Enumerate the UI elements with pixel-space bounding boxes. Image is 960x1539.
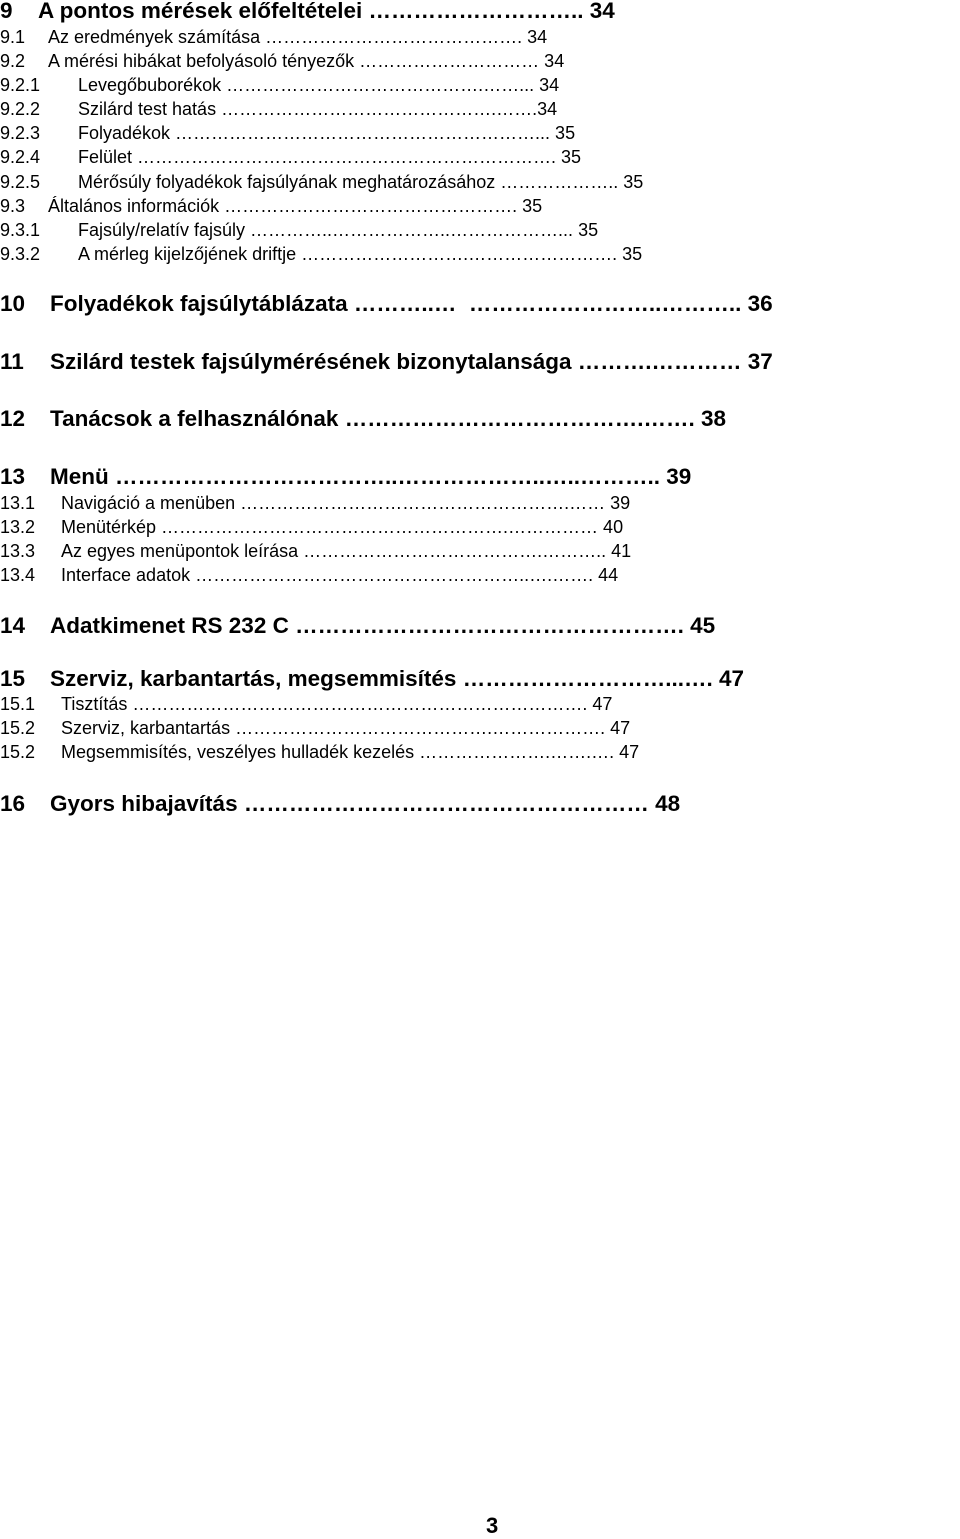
toc-entry-title: Fajsúly/relatív fajsúly …………..………………..………………... 35 [78, 220, 599, 240]
toc-entry-number: 15.2 [0, 742, 36, 762]
toc-entry-title: Gyors hibajavítás ……………………………………………… 48 [50, 791, 681, 816]
toc-entry-title: Levegőbuborékok …………………………………….……... 34 [78, 75, 560, 95]
toc-entry-title: Mérősúly folyadékok fajsúlyának meghatározásához ……………….. 35 [78, 172, 644, 192]
toc-entry-title: Szerviz, karbantartás, megsemmisítés ………………………...…. 47 [50, 666, 744, 691]
toc-entry-number: 9.2.3 [0, 123, 41, 143]
toc-entry-number: 9.1 [0, 27, 26, 47]
toc-entry-number: 11 [0, 349, 24, 374]
toc-entry-number: 9.2 [0, 51, 26, 71]
toc-entry-title: Felület ……………………………………………………………. 35 [78, 147, 582, 167]
toc-entry-title: Adatkimenet RS 232 C ……………………………………………. 45 [50, 613, 716, 638]
toc-entry-number: 15.1 [0, 694, 36, 714]
toc-entry-number: 10 [0, 291, 26, 316]
toc-entry-title: Általános információk …………………………………………. 35 [48, 196, 543, 216]
toc-entry-number: 12 [0, 406, 26, 431]
toc-entry-number: 13.4 [0, 565, 36, 585]
toc-entry-number: 9.3.1 [0, 220, 41, 240]
toc-entry-number: 9 [0, 0, 13, 23]
toc-entry-title: Megsemmisítés, veszélyes hulladék kezelés ………………….…….…. 47 [61, 742, 640, 762]
toc-entry-title: Menütérkép ………………………………………………….…………… 40 [61, 517, 624, 537]
toc-entry-number: 16 [0, 791, 26, 816]
toc-entry-title: Folyadékok ……………………………………………………... 35 [78, 123, 576, 143]
toc-entry-number: 15.2 [0, 718, 36, 738]
toc-entry-number: 9.3.2 [0, 244, 41, 264]
toc-entry-number: 13.1 [0, 493, 36, 513]
toc-entry-title: Szilárd testek fajsúlymérésének bizonytalansága ……….………… 37 [50, 349, 773, 374]
toc-entry-title: A pontos mérések előfeltételei ……………………….. 34 [38, 0, 615, 23]
toc-entry-title: Folyadékok fajsúlytáblázata ………..… ……………………..……….. 36 [50, 291, 773, 316]
toc-entry-number: 9.2.2 [0, 99, 41, 119]
toc-entry-title: Az egyes menüpontok leírása ………………………………….……….. 41 [61, 541, 632, 561]
toc-entry-number: 14 [0, 613, 26, 638]
toc-entry-title: Szerviz, karbantartás …………………………………….………………. 47 [61, 718, 631, 738]
toc-entry-title: Tisztítás …………………………………………………………………. 47 [61, 694, 613, 714]
toc-entry-title: Menü ………………………………..………………..…..……….. 39 [50, 464, 692, 489]
toc-entry-title: A mérleg kijelzőjének driftje ……………………….……………………. 35 [78, 244, 643, 264]
toc-entry-title: Interface adatok ………………………………………………..….……. 44 [61, 565, 619, 585]
toc-entry-title: Az eredmények számítása ……………………………………. 34 [48, 27, 548, 47]
toc-entry-number: 9.2.5 [0, 172, 41, 192]
toc-entry-title: Navigáció a menüben ……………………………………………….…… 39 [61, 493, 631, 513]
toc-entry-number: 15 [0, 666, 26, 691]
toc-entry-title: A mérési hibákat befolyásoló tényezők ………………………… 34 [48, 51, 565, 71]
page-number: 3 [486, 1513, 499, 1538]
toc-entry-number: 9.2.1 [0, 75, 41, 95]
toc-entry-number: 13.2 [0, 517, 36, 537]
toc-entry-number: 9.3 [0, 196, 26, 216]
toc-entry-number: 13.3 [0, 541, 36, 561]
toc-entry-number: 9.2.4 [0, 147, 41, 167]
toc-entry-title: Szilárd test hatás ……………………………………….…….34 [78, 99, 558, 119]
toc-entry-number: 13 [0, 464, 26, 489]
toc-entry-title: Tanácsok a felhasználónak ………………………………….……. 38 [50, 406, 726, 431]
